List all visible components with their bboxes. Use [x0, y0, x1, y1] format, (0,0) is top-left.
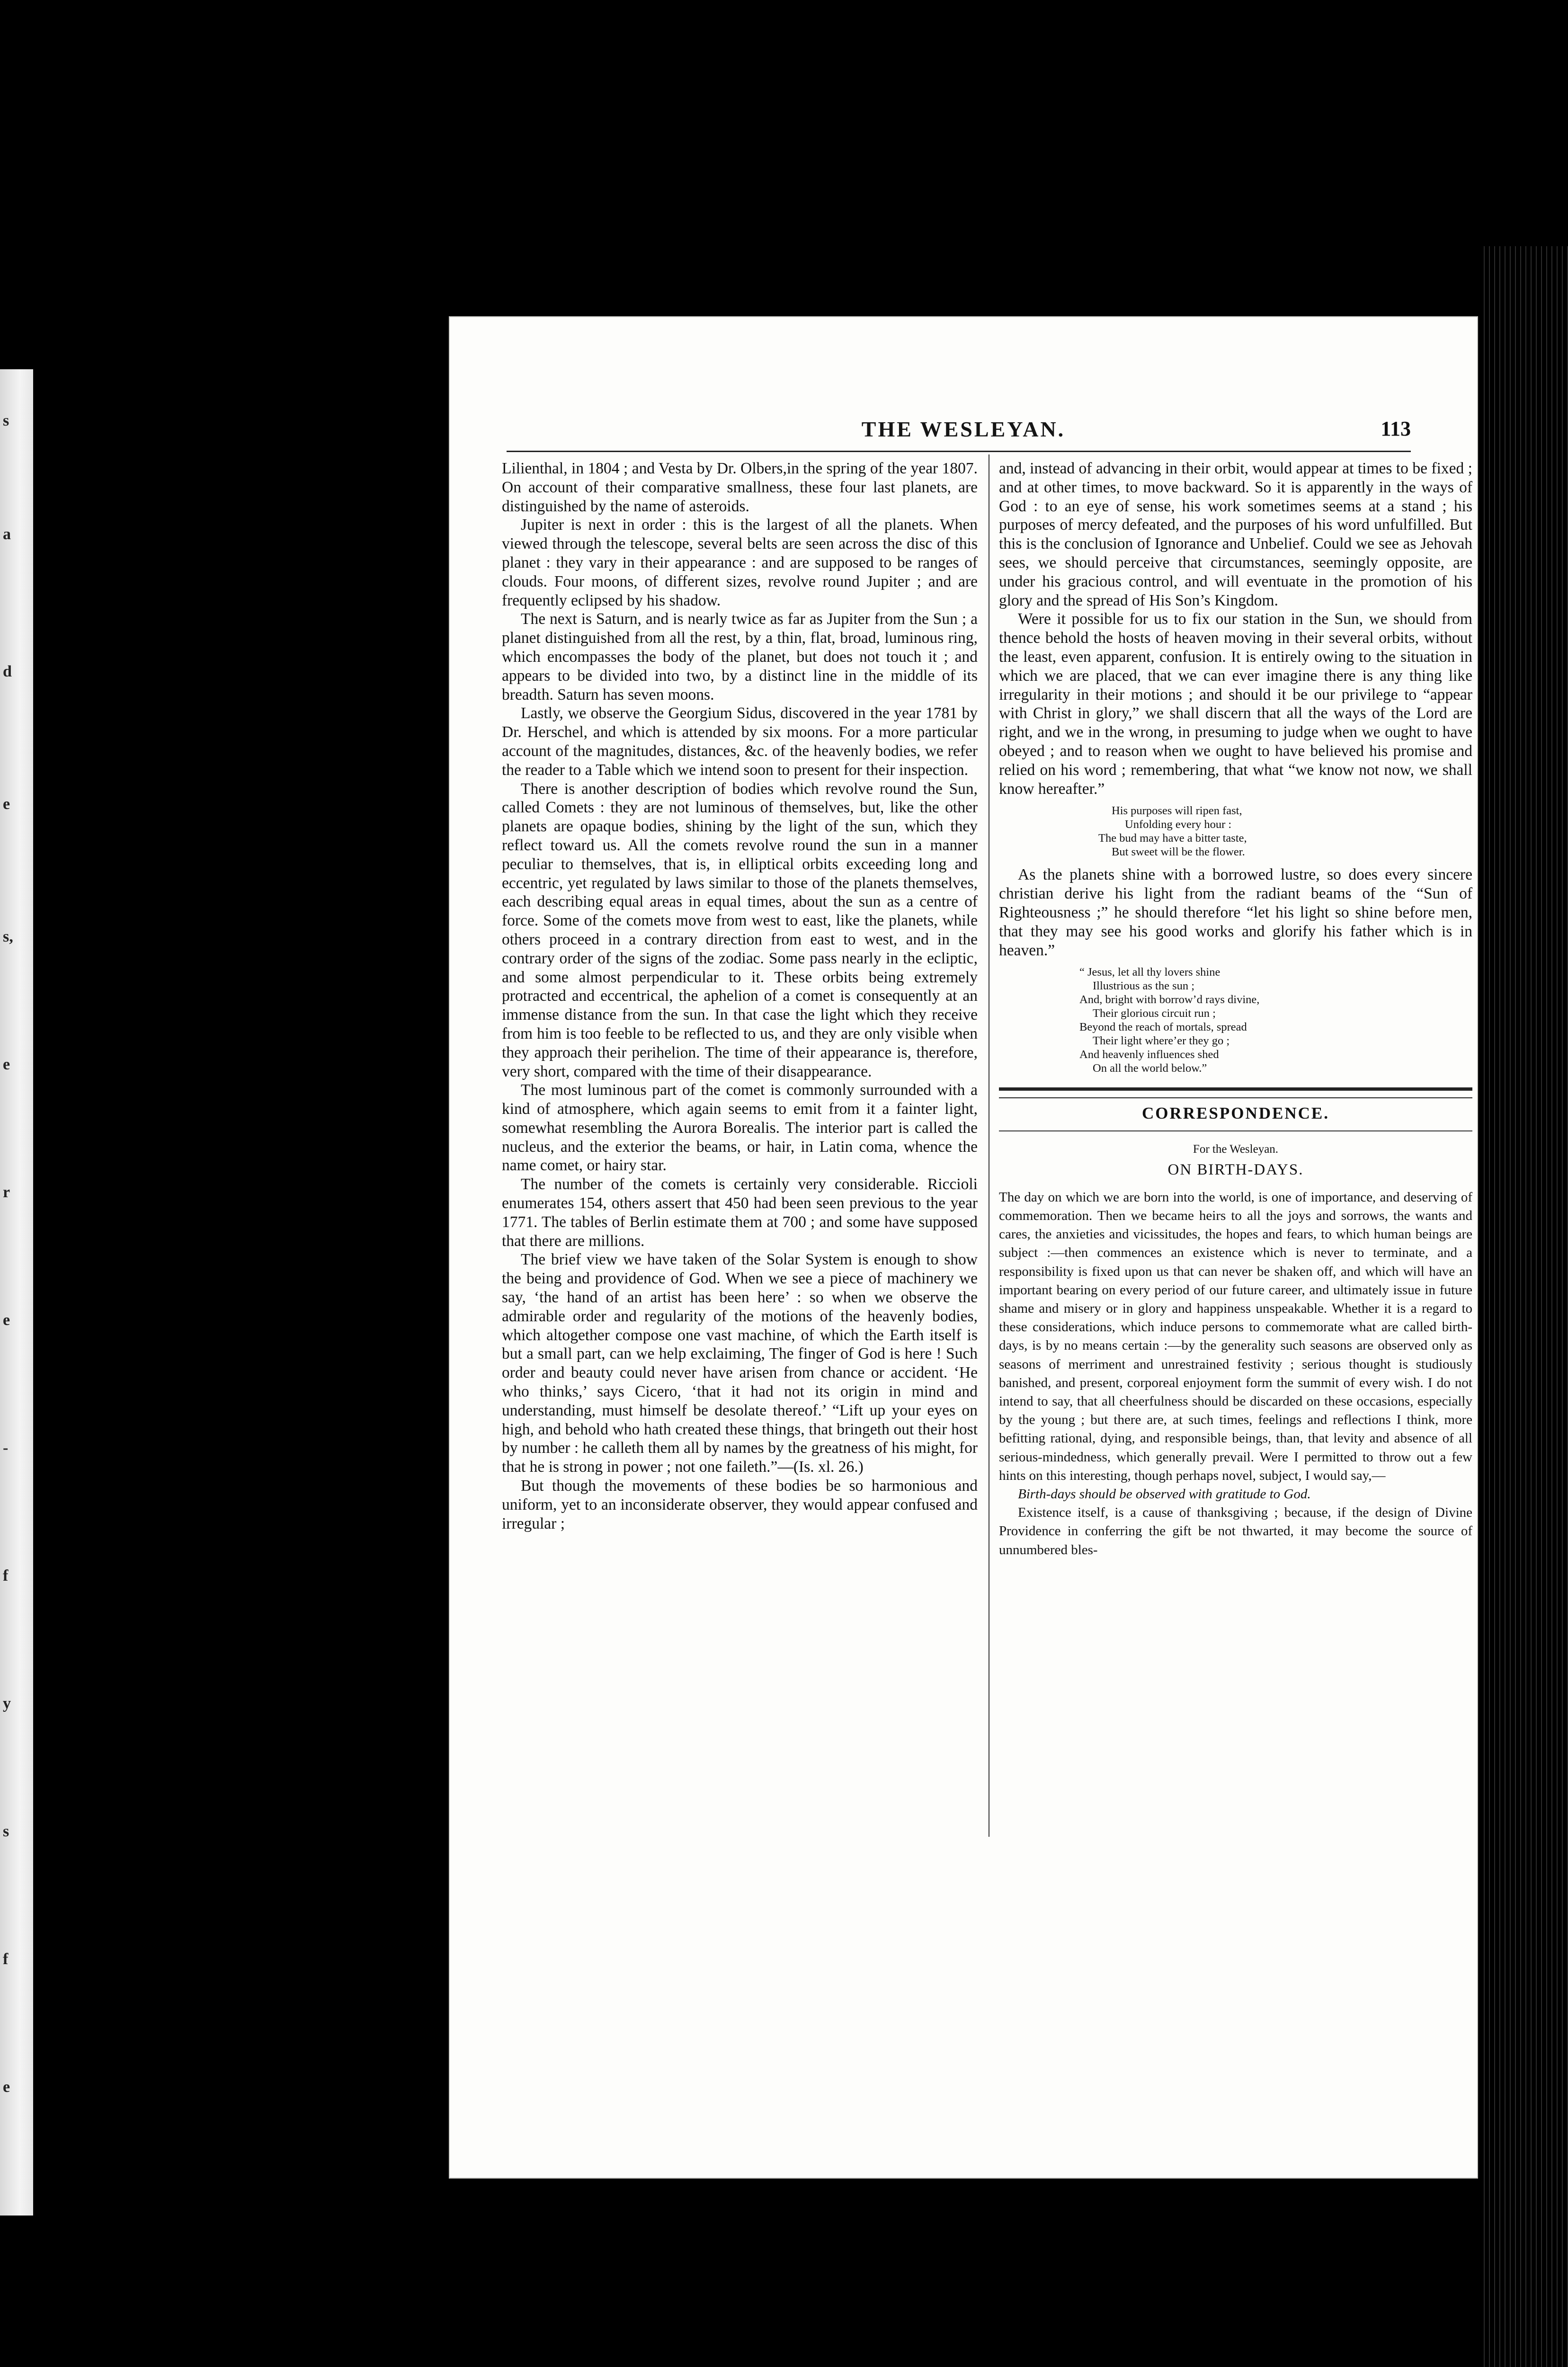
paragraph: But though the movements of these bodies be so harmonious and uniform, yet to an inconsiderate observer, they would appear confused and irregular ;: [502, 1477, 978, 1532]
margin-fragment: a: [3, 525, 11, 543]
paragraph: The most luminous part of the comet is commonly surrounded with a kind of atmosphere, which again seems to emit from it a fainter light, somewhat resembling the Aurora Borealis. The interior part is called the nucleus, and the exterior the beams, or hair, in Latin coma, whence the name comet, or hairy star.: [502, 1081, 978, 1175]
verse-line: But sweet will be the flower.: [1112, 845, 1245, 859]
paragraph: The day on which we are born into the world, is one of importance, and deserving of commemoration. Then we became heirs to all the joys and sorrows, the wants and cares, the anxieties and vicissitudes, the hopes and fears, to which human beings are subject :—then commences an existence which is never to terminate, and a responsibility is fixed upon us that can never be shaken off, and which will have an important bearing on every period of our future career, and ultimately issue in future shame and misery or in glory and happiness unspeakable. Whether it is a regard to these considerations, which induce persons to commemorate what are called birth-days, is by no means certain :—by the generality such seasons are observed only as seasons of merriment and unrestrained festivity ; serious thought is studiously banished, and present, corporeal enjoyment form the summit of every wish. I do not intend to say, that all cheerfulness should be discarded on these occasions, especially by the young ; but there are, at such times, feelings and reflections I think, more befitting rational, dying, and responsible beings, than, that levity and absence of all serious-mindedness, which generally prevail. Were I permitted to throw out a few hints on this interesting, though perhaps novel, subject, I would say,—: [999, 1189, 1472, 1483]
paragraph: There is another description of bodies which revolve round the Sun, called Comets : they are not luminous of themselves, but, like the other planets are opaque bodies, shining by the light of the sun, which they reflect toward us. All the comets revolve round the sun in a manner peculiar to themselves, that is, in elliptical orbits exceeding long and eccentric, yet regulated by laws similar to those of the planets themselves, each describing equal areas in equal times, about the sun as a centre of force. Some of the comets move from west to east, like the planets, while others proceed in a contrary direction from east to west, and in the contrary order of the signs of the zodiac. Some pass nearly in the ecliptic, and some almost perpendicular to it. These orbits being extremely protracted and eccentrical, the aphelion of a comet is consequently at an immense distance from the sun. In that case the light which they receive from him is too feeble to be reflected to us, and they are only visible when they approach their perihelion. The time of their appearance is, therefore, very short, compared with the time of their disappearance.: [502, 780, 978, 1080]
section-title: CORRESPONDENCE.: [1141, 1104, 1329, 1123]
left-column: [502, 459, 978, 1533]
verse-quotation: [1098, 804, 1472, 859]
hymn-quotation: [1079, 965, 1472, 1075]
verse-line: And, bright with borrow’d rays divine,: [1079, 993, 1260, 1006]
verse-line: Their light where’er they go ;: [1093, 1034, 1230, 1048]
margin-fragment: e: [3, 1056, 10, 1073]
book-spine: [1482, 246, 1568, 2367]
verse-line: Their glorious circuit run ;: [1093, 1007, 1216, 1020]
margin-fragment: f: [3, 1567, 9, 1584]
paragraph: Existence itself, is a cause of thanksgiving ; because, if the design of Divine Providence in conferring the gift be not thwarted, it may become the source of unnumbered bles-: [999, 1505, 1472, 1557]
verse-line: The bud may have a bitter taste,: [1098, 832, 1247, 845]
paragraph: As the planets shine with a borrowed lustre, so does every sincere christian derive his light from the radiant beams of the “Sun of Righteousness ;” he should therefore “let his light so shine before men, that they may see his good works and glorify his father which is in heaven.”: [999, 866, 1472, 959]
margin-fragment: d: [3, 663, 12, 680]
paragraph: Lilienthal, in 1804 ; and Vesta by Dr. Olbers,in the spring of the year 1807. On account of their comparative smallness, these four last planets, are distinguished by the name of asteroids.: [502, 460, 978, 515]
subheading: Birth-days should be observed with gratitude to God.: [1018, 1486, 1311, 1502]
section-rule-thin: [999, 1130, 1472, 1131]
paragraph: The number of the comets is certainly very considerable. Riccioli enumerates 154, others assert that 450 had been seen previous to the year 1771. The tables of Berlin estimate them at 700 ; and some have supposed that there are millions.: [502, 1175, 978, 1250]
verse-line: And heavenly influences shed: [1079, 1048, 1219, 1061]
paragraph: Were it possible for us to fix our station in the Sun, we should from thence behold the hosts of heaven moving in their several orbits, without the least, even apparent, confusion. It is entirely owing to the situation in which we are placed, that we can ever imagine there is any thing like irregularity in their motions ; and should it be our privilege to “appear with Christ in glory,” we shall discern that all the ways of the Lord are right, and we in the wrong, in presuming to judge when we ought to have obeyed ; and to reason when we ought to have believed his promise and relied on his word ; remembering, that what “we know not now, we shall know hereafter.”: [999, 610, 1472, 798]
margin-fragment: y: [3, 1695, 11, 1712]
margin-fragment: f: [3, 1950, 9, 1968]
running-head: [450, 417, 1477, 445]
header-rule: [507, 451, 1411, 452]
margin-fragment: s: [3, 1823, 9, 1840]
paragraph: and, instead of advancing in their orbit, would appear at times to be fixed ; and at other times, to move backward. So it is apparently in the ways of God : to an eye of sense, his work sometimes seems at a stand ; his purposes of mercy defeated, and the purposes of his word unfulfilled. But this is the conclusion of Ignorance and Unbelief. Could we see as Jehovah sees, we should perceive that circumstances, seemingly opposite, are under his gracious control, and will eventuate in the promotion of his glory and the spread of His Son’s Kingdom.: [999, 460, 1472, 609]
article-body: [999, 1188, 1472, 1559]
verse-line: Unfolding every hour :: [1125, 818, 1232, 831]
verse-line: Illustrious as the sun ;: [1093, 979, 1195, 993]
facing-page-edge: [0, 369, 33, 2216]
verse-line: On all the world below.”: [1093, 1062, 1207, 1075]
margin-fragment: e: [3, 2078, 10, 2096]
paragraph: Jupiter is next in order : this is the largest of all the planets. When viewed through the telescope, several belts are seen across the disc of this planet : they vary in their appearance : and are supposed to be ranges of clouds. Four moons, of different sizes, revolve round Jupiter ; and are frequently eclipsed by his shadow.: [502, 516, 978, 609]
article-title: ON BIRTH-DAYS.: [1167, 1161, 1304, 1178]
journal-title: THE WESLEYAN.: [861, 417, 1066, 441]
margin-fragment: e: [3, 795, 10, 813]
margin-fragment: s,: [3, 928, 13, 945]
paragraph: The next is Saturn, and is nearly twice as far as Jupiter from the Sun ; a planet distinguished from all the rest, by a thin, flat, broad, luminous ring, which encompasses the body of the planet, but does not touch it ; and appears to be divided into two, by a distinct line in the middle of its breadth. Saturn has seven moons.: [502, 610, 978, 703]
paragraph: The brief view we have taken of the Solar System is enough to show the being and providence of God. When we see a piece of machinery we say, ‘the hand of an artist has been here’ : so when we observe the admirable order and regularity of the motions of the heavenly bodies, which altogether compose one vast machine, of which the Earth itself is but a small part, can we help exclaiming, The finger of God is here ! Such order and beauty could never have arisen from chance or accident. ‘He who thinks,’ says Cicero, ‘that it had not its origin in mind and understanding, must himself be desolate thereof.’ “Lift up your eyes on high, and behold who hath created these things, that bringeth out their host by number : he calleth them all by names by the greatness of his might, for that he is strong in power ; not one faileth.”—(Is. xl. 26.): [502, 1251, 978, 1476]
section-rule: [999, 1087, 1472, 1098]
page-number: 113: [1381, 417, 1411, 440]
book-page: [450, 317, 1477, 2178]
right-column: [999, 459, 1472, 1559]
margin-fragment: -: [3, 1439, 9, 1457]
byline: For the Wesleyan.: [1193, 1143, 1279, 1156]
paragraph: Lastly, we observe the Georgium Sidus, discovered in the year 1781 by Dr. Herschel, and which is attended by six moons. For a more particular account of the magnitudes, distances, &c. of the heavenly bodies, we refer the reader to a Table which we intend soon to present for their inspection.: [502, 704, 978, 779]
verse-line: Beyond the reach of mortals, spread: [1079, 1021, 1247, 1034]
margin-fragment: r: [3, 1184, 10, 1201]
verse-line: “ Jesus, let all thy lovers shine: [1079, 966, 1221, 979]
margin-fragment: s: [3, 412, 9, 429]
verse-line: His purposes will ripen fast,: [1112, 804, 1242, 818]
margin-fragment: e: [3, 1311, 10, 1329]
